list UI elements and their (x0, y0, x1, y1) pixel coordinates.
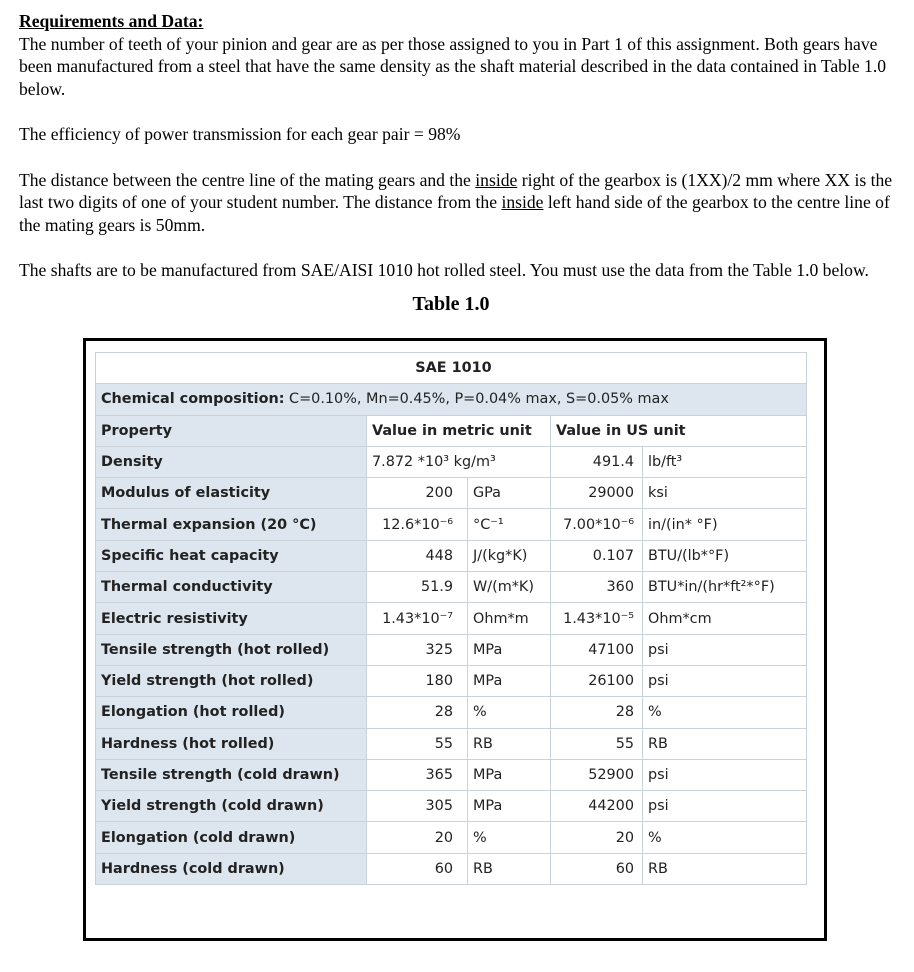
metric-unit: MPa (468, 665, 551, 696)
inside-emphasis-2: inside (501, 192, 544, 212)
table-title-row (96, 353, 807, 384)
us-value: 360 (551, 572, 643, 603)
us-value: 55 (551, 728, 643, 759)
us-value: 20 (551, 822, 643, 853)
us-value: 52900 (551, 759, 643, 790)
metric-value: 60 (367, 853, 468, 884)
paragraph-distances (19, 169, 895, 237)
table-row (96, 634, 807, 665)
us-unit: psi (643, 791, 807, 822)
property-name: Tensile strength (hot rolled) (96, 634, 367, 665)
metric-value: 7.872 *10³ kg/m³ (367, 446, 551, 477)
metric-unit: % (468, 697, 551, 728)
metric-unit: Ohm*m (468, 603, 551, 634)
metric-unit: °C⁻¹ (468, 509, 551, 540)
property-name: Electric resistivity (96, 603, 367, 634)
metric-unit: W/(m*K) (468, 572, 551, 603)
us-value: 0.107 (551, 540, 643, 571)
metric-unit: RB (468, 728, 551, 759)
us-unit: Ohm*cm (643, 603, 807, 634)
us-value: 491.4 (551, 446, 643, 477)
property-name: Density (96, 446, 367, 477)
us-unit: lb/ft³ (643, 446, 807, 477)
table-row (96, 853, 807, 884)
us-value: 1.43*10⁻⁵ (551, 603, 643, 634)
metric-value: 365 (367, 759, 468, 790)
section-heading: Requirements and Data: (19, 11, 204, 31)
us-unit: psi (643, 665, 807, 696)
metric-unit: GPa (468, 478, 551, 509)
table-row (96, 446, 807, 477)
us-value: 60 (551, 853, 643, 884)
table-row (96, 665, 807, 696)
table-caption: Table 1.0 (412, 292, 490, 315)
table-row (96, 728, 807, 759)
property-name: Thermal conductivity (96, 572, 367, 603)
metric-value: 448 (367, 540, 468, 571)
us-value: 7.00*10⁻⁶ (551, 509, 643, 540)
metric-value: 12.6*10⁻⁶ (367, 509, 468, 540)
composition-row (96, 384, 807, 415)
metric-value: 1.43*10⁻⁷ (367, 603, 468, 634)
inside-emphasis-1: inside (475, 169, 518, 190)
material-table-frame (83, 338, 827, 941)
us-value: 26100 (551, 665, 643, 696)
table-row (96, 509, 807, 540)
table-row (96, 697, 807, 728)
chemical-composition (96, 384, 807, 415)
us-value: 47100 (551, 634, 643, 665)
us-unit: ksi (643, 478, 807, 509)
metric-value: 200 (367, 478, 468, 509)
document-body (19, 10, 895, 315)
header-metric: Value in metric unit (367, 415, 551, 446)
us-unit: % (643, 822, 807, 853)
table-row (96, 572, 807, 603)
property-name: Modulus of elasticity (96, 478, 367, 509)
us-value: 29000 (551, 478, 643, 509)
metric-value: 55 (367, 728, 468, 759)
property-name: Elongation (cold drawn) (96, 822, 367, 853)
table-row (96, 759, 807, 790)
composition-label: Chemical composition: (101, 391, 285, 408)
header-property: Property (96, 415, 367, 446)
us-unit: in/(in* °F) (643, 509, 807, 540)
property-name: Tensile strength (cold drawn) (96, 759, 367, 790)
us-unit: BTU*in/(hr*ft²*°F) (643, 572, 807, 603)
metric-unit: RB (468, 853, 551, 884)
metric-unit: J/(kg*K) (468, 540, 551, 571)
paragraph-gear-teeth: The number of teeth of your pinion and gear are as per those assigned to you in Part 1 of this assignment. Both gears have been manufactured from a steel that have the same density as the shaft material described in the data contained in Table 1.0 below. (19, 33, 887, 99)
us-value: 28 (551, 697, 643, 728)
us-unit: RB (643, 853, 807, 884)
header-us: Value in US unit (551, 415, 807, 446)
material-properties-table (95, 352, 807, 885)
us-unit: psi (643, 634, 807, 665)
metric-value: 51.9 (367, 572, 468, 603)
table-row (96, 540, 807, 571)
metric-unit: MPa (468, 634, 551, 665)
paragraph-efficiency: The efficiency of power transmission for each gear pair = 98% (19, 124, 461, 144)
metric-value: 325 (367, 634, 468, 665)
header-row (96, 415, 807, 446)
metric-value: 28 (367, 697, 468, 728)
composition-value: C=0.10%, Mn=0.45%, P=0.04% max, S=0.05% max (284, 391, 669, 408)
paragraph-shaft-material: The shafts are to be manufactured from SAE/AISI 1010 hot rolled steel. You must use the data from the Table 1.0 below. (19, 260, 869, 280)
metric-value: 305 (367, 791, 468, 822)
property-name: Specific heat capacity (96, 540, 367, 571)
property-name: Elongation (hot rolled) (96, 697, 367, 728)
metric-unit: % (468, 822, 551, 853)
metric-unit: MPa (468, 759, 551, 790)
table-row (96, 791, 807, 822)
us-unit: % (643, 697, 807, 728)
table-row (96, 603, 807, 634)
distance-text-a: The distance between the centre line of the mating gears and the (19, 169, 476, 190)
property-name: Yield strength (hot rolled) (96, 665, 367, 696)
table-row (96, 478, 807, 509)
us-unit: psi (643, 759, 807, 790)
distance-text-b: right of the gearbox is (1XX)/2 mm where XX is the last two digits of one of your student number. The distance from the (19, 169, 893, 212)
property-name: Hardness (cold drawn) (96, 853, 367, 884)
us-unit: BTU/(lb*°F) (643, 540, 807, 571)
property-name: Hardness (hot rolled) (96, 728, 367, 759)
metric-value: 180 (367, 665, 468, 696)
distance-text-c: left hand side of the gearbox to the centre line of the mating gears is 50mm. (19, 192, 890, 235)
us-value: 44200 (551, 791, 643, 822)
property-name: Thermal expansion (20 °C) (96, 509, 367, 540)
metric-value: 20 (367, 822, 468, 853)
us-unit: RB (643, 728, 807, 759)
table-row (96, 822, 807, 853)
table-title: SAE 1010 (96, 353, 807, 384)
metric-unit: MPa (468, 791, 551, 822)
property-name: Yield strength (cold drawn) (96, 791, 367, 822)
